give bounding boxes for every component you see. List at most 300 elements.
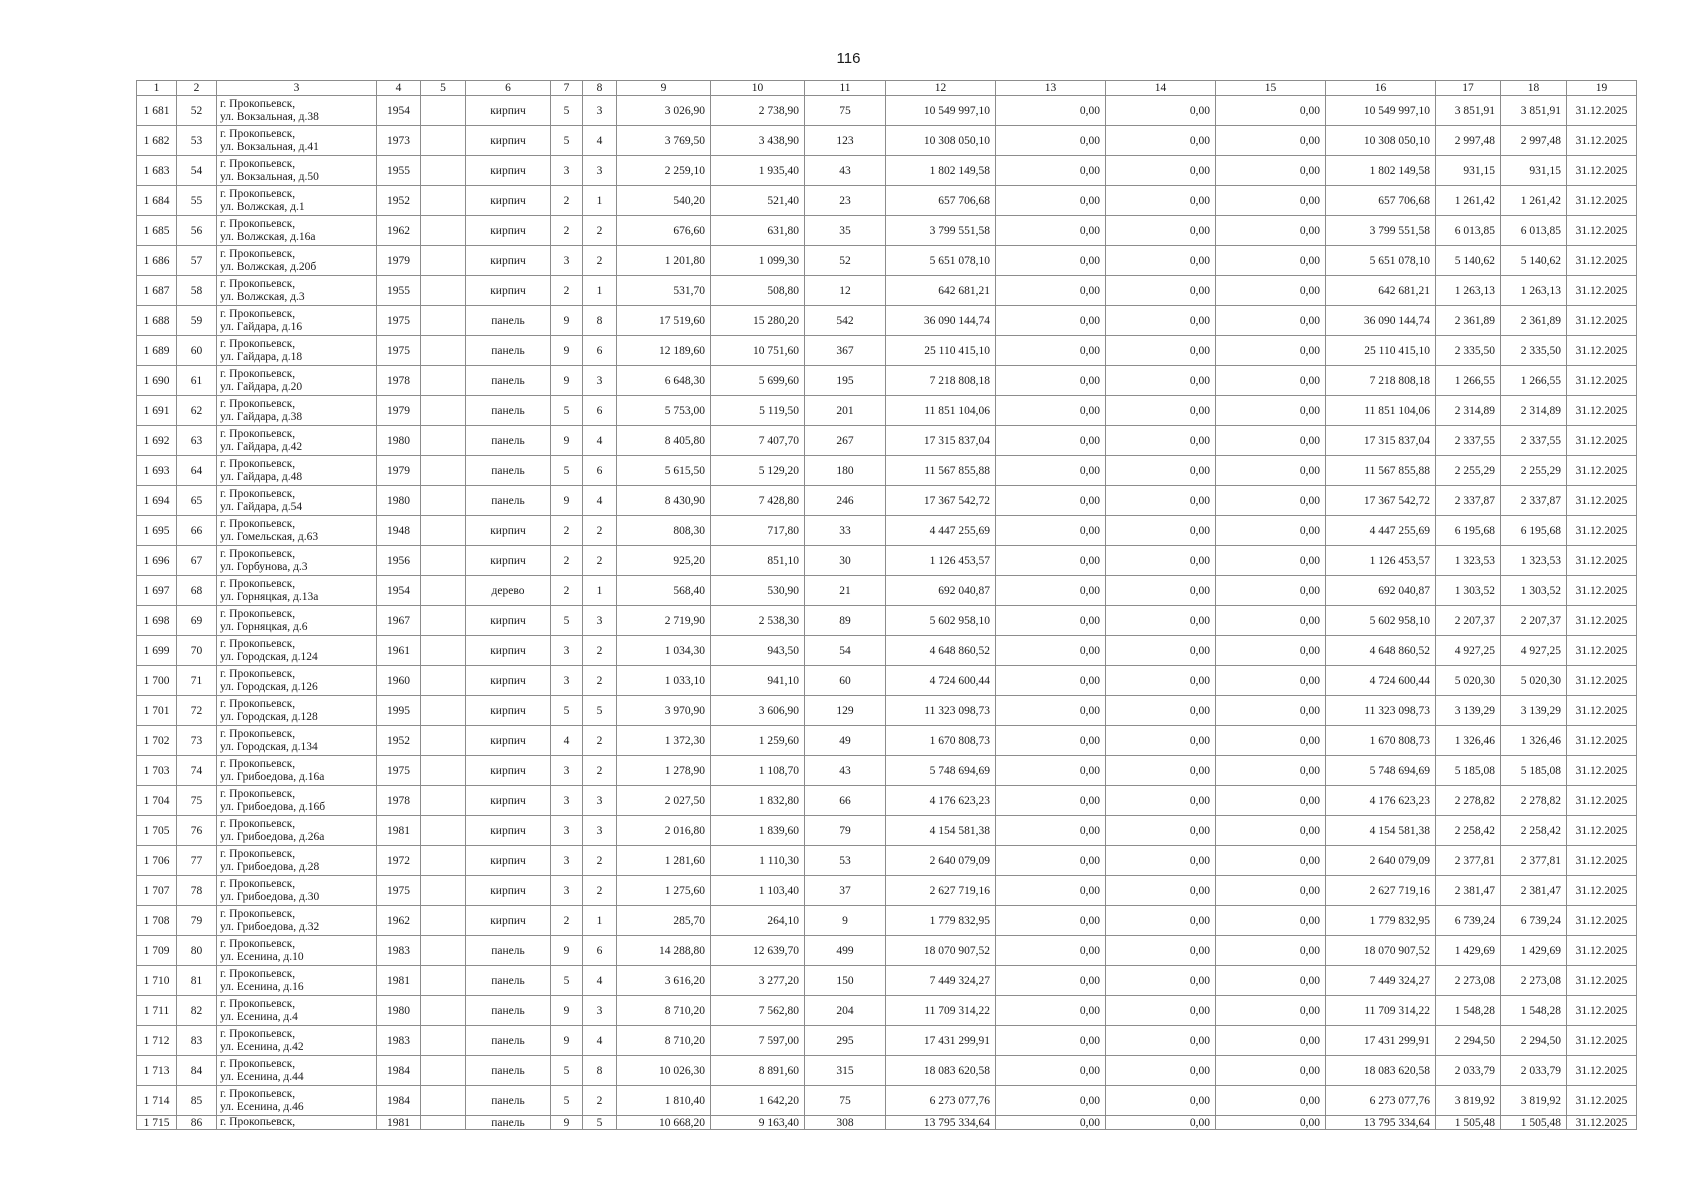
address-line: г. Прокопьевск, (220, 98, 296, 110)
address-line: г. Прокопьевск, (220, 698, 296, 710)
cell-deadline: 31.12.2025 (1567, 846, 1637, 876)
cell-col5 (421, 906, 466, 936)
table-body (137, 96, 1637, 1130)
table-row (137, 1116, 1637, 1130)
cell-local-index: 69 (177, 606, 217, 636)
cell-total-area: 1 278,90 (617, 756, 711, 786)
cell-rate-18: 1 548,28 (1501, 996, 1567, 1026)
cell-local-index: 82 (177, 996, 217, 1026)
cell-row-index: 1 698 (137, 606, 177, 636)
cell-row-index: 1 691 (137, 396, 177, 426)
cell-floors: 5 (551, 456, 583, 486)
cell-residents: 37 (805, 876, 886, 906)
column-header-10: 10 (711, 81, 805, 96)
table-row (137, 816, 1637, 846)
address-line: г. Прокопьевск, (220, 818, 296, 830)
cell-cost-16: 4 154 581,38 (1326, 816, 1436, 846)
cell-residents: 204 (805, 996, 886, 1026)
cell-rate-18: 1 323,53 (1501, 546, 1567, 576)
cell-year-built: 1983 (377, 1026, 421, 1056)
cell-floors: 9 (551, 936, 583, 966)
cell-rate-18: 2 377,81 (1501, 846, 1567, 876)
table-row (137, 696, 1637, 726)
cell-local-index: 63 (177, 426, 217, 456)
cell-cost-15: 0,00 (1216, 846, 1326, 876)
cell-entrances: 2 (583, 1086, 617, 1116)
cell-wall-material: кирпич (466, 516, 551, 546)
cell-cost-14: 0,00 (1106, 966, 1216, 996)
cell-cost-14: 0,00 (1106, 246, 1216, 276)
cell-deadline: 31.12.2025 (1567, 906, 1637, 936)
cell-cost-16: 7 449 324,27 (1326, 966, 1436, 996)
cell-cost-14: 0,00 (1106, 606, 1216, 636)
cell-cost-13: 0,00 (996, 456, 1106, 486)
cell-cost-total: 5 748 694,69 (886, 756, 996, 786)
cell-total-area: 285,70 (617, 906, 711, 936)
cell-year-built: 1975 (377, 336, 421, 366)
cell-living-area: 7 428,80 (711, 486, 805, 516)
cell-living-area: 1 259,60 (711, 726, 805, 756)
table-row (137, 126, 1637, 156)
address-line: г. Прокопьевск, (220, 728, 296, 740)
cell-address (217, 1086, 377, 1116)
cell-residents: 54 (805, 636, 886, 666)
cell-rate-17: 1 323,53 (1436, 546, 1501, 576)
cell-col5 (421, 576, 466, 606)
table-row (137, 636, 1637, 666)
cell-year-built: 1981 (377, 966, 421, 996)
address-line: ул. Грибоедова, д.16а (220, 770, 325, 783)
cell-rate-18: 2 278,82 (1501, 786, 1567, 816)
cell-wall-material: кирпич (466, 246, 551, 276)
cell-cost-15: 0,00 (1216, 1086, 1326, 1116)
cell-entrances: 2 (583, 546, 617, 576)
cell-cost-total: 17 315 837,04 (886, 426, 996, 456)
cell-cost-15: 0,00 (1216, 486, 1326, 516)
cell-cost-total: 11 851 104,06 (886, 396, 996, 426)
column-header-9: 9 (617, 81, 711, 96)
cell-cost-14: 0,00 (1106, 786, 1216, 816)
address-line: ул. Гайдара, д.38 (220, 410, 303, 423)
cell-year-built: 1995 (377, 696, 421, 726)
cell-cost-total: 18 083 620,58 (886, 1056, 996, 1086)
cell-rate-17: 1 429,69 (1436, 936, 1501, 966)
cell-rate-17: 2 255,29 (1436, 456, 1501, 486)
cell-residents: 12 (805, 276, 886, 306)
cell-living-area: 1 839,60 (711, 816, 805, 846)
cell-total-area: 1 810,40 (617, 1086, 711, 1116)
cell-cost-total: 657 706,68 (886, 186, 996, 216)
cell-wall-material: кирпич (466, 726, 551, 756)
cell-rate-17: 4 927,25 (1436, 636, 1501, 666)
cell-entrances: 2 (583, 246, 617, 276)
cell-address (217, 966, 377, 996)
cell-rate-18: 1 263,13 (1501, 276, 1567, 306)
cell-deadline: 31.12.2025 (1567, 576, 1637, 606)
cell-rate-17: 2 377,81 (1436, 846, 1501, 876)
cell-cost-total: 17 431 299,91 (886, 1026, 996, 1056)
cell-total-area: 2 719,90 (617, 606, 711, 636)
cell-residents: 30 (805, 546, 886, 576)
cell-col5 (421, 876, 466, 906)
cell-year-built: 1954 (377, 96, 421, 126)
cell-local-index: 67 (177, 546, 217, 576)
cell-floors: 5 (551, 696, 583, 726)
address-line: г. Прокопьевск, (220, 518, 296, 530)
cell-living-area: 5 129,20 (711, 456, 805, 486)
address-line: ул. Гомельская, д.63 (220, 530, 319, 543)
cell-deadline: 31.12.2025 (1567, 516, 1637, 546)
cell-living-area: 1 103,40 (711, 876, 805, 906)
cell-residents: 49 (805, 726, 886, 756)
housing-registry-table (136, 80, 1637, 1130)
address-line: г. Прокопьевск, (220, 788, 296, 800)
address-line: г. Прокопьевск, (220, 488, 296, 500)
cell-year-built: 1980 (377, 486, 421, 516)
cell-cost-14: 0,00 (1106, 186, 1216, 216)
cell-rate-17: 5 185,08 (1436, 756, 1501, 786)
cell-cost-16: 642 681,21 (1326, 276, 1436, 306)
cell-wall-material: панель (466, 306, 551, 336)
cell-residents: 499 (805, 936, 886, 966)
cell-residents: 367 (805, 336, 886, 366)
cell-deadline: 31.12.2025 (1567, 1116, 1637, 1130)
cell-cost-15: 0,00 (1216, 456, 1326, 486)
cell-row-index: 1 700 (137, 666, 177, 696)
address-line: г. Прокопьевск, (220, 908, 296, 920)
cell-row-index: 1 704 (137, 786, 177, 816)
cell-rate-17: 2 278,82 (1436, 786, 1501, 816)
cell-wall-material: панель (466, 936, 551, 966)
cell-local-index: 70 (177, 636, 217, 666)
cell-deadline: 31.12.2025 (1567, 366, 1637, 396)
cell-rate-17: 6 739,24 (1436, 906, 1501, 936)
cell-deadline: 31.12.2025 (1567, 336, 1637, 366)
cell-address (217, 186, 377, 216)
cell-local-index: 52 (177, 96, 217, 126)
cell-entrances: 2 (583, 216, 617, 246)
cell-cost-total: 25 110 415,10 (886, 336, 996, 366)
cell-rate-17: 6 013,85 (1436, 216, 1501, 246)
cell-cost-13: 0,00 (996, 186, 1106, 216)
address-line: ул. Волжская, д.1 (220, 200, 305, 213)
address-line: г. Прокопьевск, (220, 968, 296, 980)
address-line: ул. Городская, д.128 (220, 710, 318, 723)
cell-cost-16: 10 308 050,10 (1326, 126, 1436, 156)
cell-address (217, 156, 377, 186)
cell-rate-18: 2 207,37 (1501, 606, 1567, 636)
cell-entrances: 6 (583, 936, 617, 966)
cell-row-index: 1 705 (137, 816, 177, 846)
address-line: ул. Горняцкая, д.6 (220, 620, 308, 633)
cell-cost-13: 0,00 (996, 396, 1106, 426)
address-line: ул. Городская, д.126 (220, 680, 318, 693)
cell-year-built: 1960 (377, 666, 421, 696)
cell-rate-17: 2 273,08 (1436, 966, 1501, 996)
cell-cost-13: 0,00 (996, 936, 1106, 966)
cell-rate-17: 2 033,79 (1436, 1056, 1501, 1086)
cell-rate-18: 3 851,91 (1501, 96, 1567, 126)
cell-entrances: 2 (583, 726, 617, 756)
cell-floors: 4 (551, 726, 583, 756)
cell-entrances: 4 (583, 1026, 617, 1056)
cell-floors: 5 (551, 126, 583, 156)
cell-row-index: 1 690 (137, 366, 177, 396)
cell-wall-material: кирпич (466, 546, 551, 576)
cell-total-area: 1 034,30 (617, 636, 711, 666)
cell-living-area: 851,10 (711, 546, 805, 576)
cell-rate-17: 1 326,46 (1436, 726, 1501, 756)
cell-col5 (421, 276, 466, 306)
cell-year-built: 1975 (377, 306, 421, 336)
table-row (137, 996, 1637, 1026)
address-line: г. Прокопьевск, (220, 368, 296, 380)
cell-wall-material: дерево (466, 576, 551, 606)
cell-total-area: 14 288,80 (617, 936, 711, 966)
cell-wall-material: кирпич (466, 156, 551, 186)
table-row (137, 876, 1637, 906)
cell-deadline: 31.12.2025 (1567, 486, 1637, 516)
cell-floors: 3 (551, 756, 583, 786)
cell-cost-13: 0,00 (996, 996, 1106, 1026)
cell-col5 (421, 426, 466, 456)
cell-living-area: 5 699,60 (711, 366, 805, 396)
cell-rate-18: 1 266,55 (1501, 366, 1567, 396)
cell-entrances: 6 (583, 336, 617, 366)
cell-cost-15: 0,00 (1216, 426, 1326, 456)
cell-cost-15: 0,00 (1216, 786, 1326, 816)
cell-local-index: 54 (177, 156, 217, 186)
cell-cost-15: 0,00 (1216, 516, 1326, 546)
cell-living-area: 7 407,70 (711, 426, 805, 456)
cell-local-index: 53 (177, 126, 217, 156)
cell-address (217, 276, 377, 306)
cell-wall-material: панель (466, 336, 551, 366)
cell-total-area: 8 710,20 (617, 1026, 711, 1056)
table-row (137, 786, 1637, 816)
cell-entrances: 3 (583, 816, 617, 846)
cell-residents: 75 (805, 1086, 886, 1116)
cell-living-area: 10 751,60 (711, 336, 805, 366)
column-header-11: 11 (805, 81, 886, 96)
cell-address (217, 756, 377, 786)
cell-row-index: 1 715 (137, 1116, 177, 1130)
cell-cost-16: 1 779 832,95 (1326, 906, 1436, 936)
cell-deadline: 31.12.2025 (1567, 876, 1637, 906)
cell-row-index: 1 709 (137, 936, 177, 966)
cell-row-index: 1 695 (137, 516, 177, 546)
cell-row-index: 1 713 (137, 1056, 177, 1086)
cell-rate-17: 1 261,42 (1436, 186, 1501, 216)
address-line: г. Прокопьевск, (220, 848, 296, 860)
address-line: ул. Вокзальная, д.38 (220, 110, 319, 123)
cell-col5 (421, 1086, 466, 1116)
cell-living-area: 15 280,20 (711, 306, 805, 336)
cell-local-index: 72 (177, 696, 217, 726)
cell-local-index: 56 (177, 216, 217, 246)
cell-address (217, 876, 377, 906)
cell-cost-16: 11 567 855,88 (1326, 456, 1436, 486)
cell-cost-13: 0,00 (996, 876, 1106, 906)
table-row (137, 306, 1637, 336)
column-header-7: 7 (551, 81, 583, 96)
cell-col5 (421, 1116, 466, 1130)
cell-col5 (421, 96, 466, 126)
table-row (137, 216, 1637, 246)
address-line: г. Прокопьевск, (220, 638, 296, 650)
table-row (137, 1056, 1637, 1086)
cell-wall-material: панель (466, 1086, 551, 1116)
cell-row-index: 1 708 (137, 906, 177, 936)
column-header-13: 13 (996, 81, 1106, 96)
cell-year-built: 1955 (377, 276, 421, 306)
cell-cost-13: 0,00 (996, 366, 1106, 396)
cell-year-built: 1962 (377, 216, 421, 246)
table-row (137, 546, 1637, 576)
cell-col5 (421, 396, 466, 426)
cell-cost-14: 0,00 (1106, 1056, 1216, 1086)
cell-local-index: 65 (177, 486, 217, 516)
page-number: 116 (836, 50, 861, 67)
cell-row-index: 1 681 (137, 96, 177, 126)
table-row (137, 516, 1637, 546)
cell-wall-material: кирпич (466, 96, 551, 126)
cell-deadline: 31.12.2025 (1567, 786, 1637, 816)
cell-col5 (421, 366, 466, 396)
cell-living-area: 7 597,00 (711, 1026, 805, 1056)
cell-entrances: 1 (583, 576, 617, 606)
cell-cost-14: 0,00 (1106, 906, 1216, 936)
cell-year-built: 1978 (377, 366, 421, 396)
cell-deadline: 31.12.2025 (1567, 1086, 1637, 1116)
column-header-8: 8 (583, 81, 617, 96)
cell-address (217, 996, 377, 1026)
address-line: ул. Городская, д.134 (220, 740, 318, 753)
cell-local-index: 79 (177, 906, 217, 936)
cell-cost-total: 1 779 832,95 (886, 906, 996, 936)
cell-cost-15: 0,00 (1216, 96, 1326, 126)
cell-total-area: 5 615,50 (617, 456, 711, 486)
cell-rate-17: 2 337,55 (1436, 426, 1501, 456)
cell-cost-15: 0,00 (1216, 366, 1326, 396)
cell-year-built: 1954 (377, 576, 421, 606)
cell-cost-14: 0,00 (1106, 876, 1216, 906)
cell-address (217, 636, 377, 666)
cell-deadline: 31.12.2025 (1567, 276, 1637, 306)
address-line: г. Прокопьевск, (220, 278, 296, 290)
cell-address (217, 216, 377, 246)
cell-wall-material: кирпич (466, 786, 551, 816)
cell-address (217, 486, 377, 516)
cell-cost-14: 0,00 (1106, 666, 1216, 696)
cell-cost-15: 0,00 (1216, 156, 1326, 186)
cell-cost-total: 1 670 808,73 (886, 726, 996, 756)
cell-floors: 9 (551, 366, 583, 396)
cell-floors: 2 (551, 906, 583, 936)
cell-local-index: 84 (177, 1056, 217, 1086)
address-line: ул. Гайдара, д.54 (220, 500, 303, 513)
cell-col5 (421, 156, 466, 186)
cell-cost-16: 36 090 144,74 (1326, 306, 1436, 336)
cell-cost-16: 5 748 694,69 (1326, 756, 1436, 786)
cell-row-index: 1 701 (137, 696, 177, 726)
cell-total-area: 676,60 (617, 216, 711, 246)
column-header-2: 2 (177, 81, 217, 96)
cell-residents: 89 (805, 606, 886, 636)
cell-year-built: 1948 (377, 516, 421, 546)
cell-rate-18: 2 337,87 (1501, 486, 1567, 516)
cell-year-built: 1952 (377, 726, 421, 756)
table-row (137, 606, 1637, 636)
cell-rate-18: 3 819,92 (1501, 1086, 1567, 1116)
cell-living-area: 3 438,90 (711, 126, 805, 156)
cell-residents: 123 (805, 126, 886, 156)
cell-floors: 9 (551, 1116, 583, 1130)
cell-rate-17: 5 020,30 (1436, 666, 1501, 696)
cell-cost-13: 0,00 (996, 426, 1106, 456)
cell-cost-14: 0,00 (1106, 426, 1216, 456)
address-line: г. Прокопьевск, (220, 158, 296, 170)
address-line: г. Прокопьевск, (220, 938, 296, 950)
cell-cost-total: 5 602 958,10 (886, 606, 996, 636)
cell-deadline: 31.12.2025 (1567, 126, 1637, 156)
address-line: г. Прокопьевск, (220, 878, 296, 890)
cell-total-area: 3 769,50 (617, 126, 711, 156)
table-header (137, 81, 1637, 96)
address-line: ул. Есенина, д.4 (220, 1010, 298, 1023)
table-row (137, 156, 1637, 186)
cell-address (217, 1116, 377, 1130)
cell-wall-material: панель (466, 426, 551, 456)
cell-entrances: 3 (583, 996, 617, 1026)
cell-residents: 9 (805, 906, 886, 936)
cell-cost-16: 25 110 415,10 (1326, 336, 1436, 366)
cell-residents: 246 (805, 486, 886, 516)
cell-cost-13: 0,00 (996, 1086, 1106, 1116)
cell-cost-total: 1 126 453,57 (886, 546, 996, 576)
cell-year-built: 1961 (377, 636, 421, 666)
cell-local-index: 60 (177, 336, 217, 366)
cell-year-built: 1981 (377, 1116, 421, 1130)
cell-cost-14: 0,00 (1106, 756, 1216, 786)
cell-floors: 3 (551, 846, 583, 876)
cell-entrances: 3 (583, 366, 617, 396)
cell-address (217, 366, 377, 396)
cell-local-index: 55 (177, 186, 217, 216)
cell-wall-material: кирпич (466, 276, 551, 306)
address-line: ул. Городская, д.124 (220, 650, 318, 663)
cell-cost-total: 5 651 078,10 (886, 246, 996, 276)
cell-cost-14: 0,00 (1106, 696, 1216, 726)
cell-rate-18: 2 273,08 (1501, 966, 1567, 996)
cell-cost-total: 4 648 860,52 (886, 636, 996, 666)
cell-cost-15: 0,00 (1216, 876, 1326, 906)
cell-wall-material: панель (466, 366, 551, 396)
cell-wall-material: панель (466, 486, 551, 516)
cell-address (217, 936, 377, 966)
address-line: г. Прокопьевск, (220, 248, 296, 260)
cell-deadline: 31.12.2025 (1567, 816, 1637, 846)
cell-floors: 9 (551, 426, 583, 456)
cell-cost-total: 11 709 314,22 (886, 996, 996, 1026)
cell-total-area: 568,40 (617, 576, 711, 606)
cell-col5 (421, 726, 466, 756)
cell-residents: 66 (805, 786, 886, 816)
address-line: г. Прокопьевск, (220, 1088, 296, 1100)
cell-year-built: 1984 (377, 1056, 421, 1086)
cell-col5 (421, 486, 466, 516)
cell-rate-18: 5 020,30 (1501, 666, 1567, 696)
